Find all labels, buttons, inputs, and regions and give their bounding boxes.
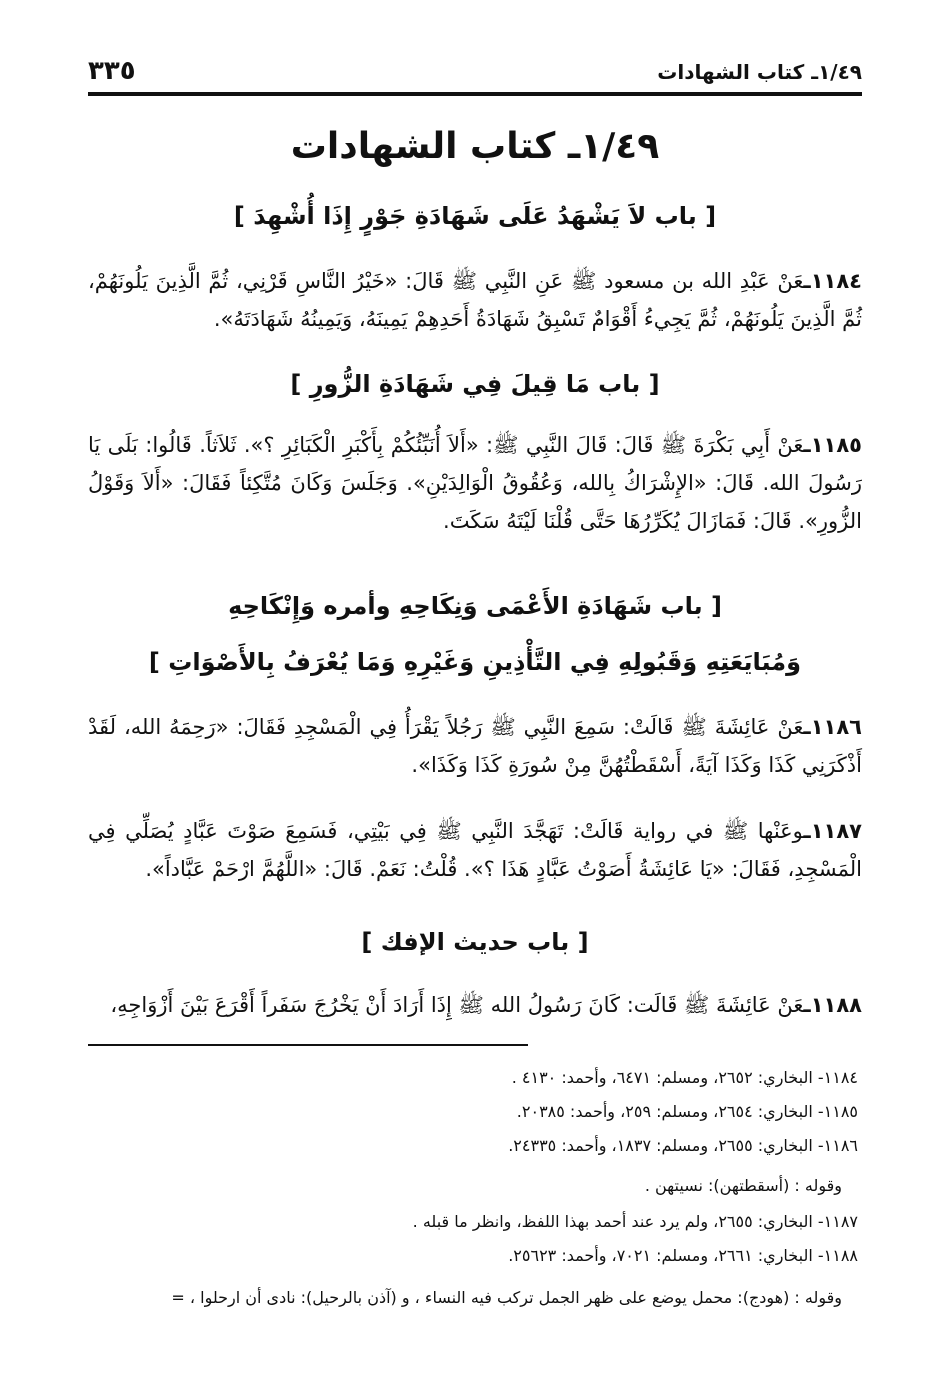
- running-title: ١/٤٩ـ كتاب الشهادات: [657, 60, 862, 84]
- hadith-paragraph: [88, 708, 862, 784]
- footnote: ١١٨٤- البخاري: ٢٦٥٢، ومسلم: ٦٤٧١، وأحمد: ٤١٣٠ .: [511, 1068, 858, 1087]
- footnote: ١١٨٥- البخاري: ٢٦٥٤، ومسلم: ٢٥٩، وأحمد: ٢٠٣٨٥.: [516, 1102, 858, 1121]
- hadith-paragraph: [88, 426, 862, 540]
- section-heading: [ باب لاَ يَشْهَدُ عَلَى شَهَادَةِ جَوْرٍ إِذَا أُشْهِدَ ]: [233, 202, 717, 230]
- footnote: ١١٨٧- البخاري: ٢٦٥٥، ولم يرد عند أحمد بهذا اللفظ، وانظر ما قبله .: [412, 1212, 858, 1231]
- hadith-paragraph: [88, 812, 862, 888]
- hadith-text: عَنْ عَائِشَةَ ﷺ قَالَتْ: سَمِعَ النَّبِي ﷺ رَجُلاً يَقْرَأُ فِي الْمَسْجِدِ فَقَالَ: «رَحِمَهُ الله، لَقَدْ أَذْكَرَنِي كَذَا وَكَذَا آيَةً، أَسْقَطْتُهُنَّ مِنْ سُورَةِ كَذَا وَكَذَا».: [88, 715, 862, 777]
- section-heading-line1: [ باب شَهَادَةِ الأَعْمَى وَنِكَاحِهِ وأمره وَإِنْكَاحِهِ: [228, 592, 722, 620]
- hadith-text: عَنْ عَبْدِ الله بن مسعود ﷺ عَنِ النَّبِي ﷺ قَالَ: «خَيْرُ النَّاسِ قَرْنِي، ثُمَّ الَّذِينَ يَلُونَهُمْ، ثُمَّ الَّذِينَ يَلُونَهُمْ، ثُمَّ يَجِيءُ أَقْوَامٌ تَسْبِقُ شَهَادَةُ أَحَدِهِمْ يَمِينَهُ، وَيَمِينُهُ شَهَادَتَهُ».: [88, 269, 862, 331]
- footnote: وقوله : (أسقطتهن): نسيتهن .: [644, 1176, 842, 1195]
- hadith-text: عَنْ أَبِي بَكْرَةَ ﷺ قَالَ: قَالَ النَّبِي ﷺ: «أَلاَ أُنَبِّئُكُمْ بِأَكْبَرِ الْكَبَائِرِ ؟». ثَلاَثاً. قَالُوا: بَلَى يَا رَسُولَ الله. قَالَ: «الإِشْرَاكُ بِالله، وَعُقُوقُ الْوَالِدَيْنِ». وَجَلَسَ وَكَانَ مُتَّكِئاً فَقَالَ: «أَلاَ وَقَوْلُ الزُّورِ». قَالَ: فَمَازَالَ يُكَرِّرُهَا حَتَّى قُلْنَا لَيْتَهُ سَكَتَ.: [88, 433, 862, 533]
- hadith-text: عَنْ عَائِشَةَ ﷺ قَالَت: كَانَ رَسُولُ الله ﷺ إِذَا أَرَادَ أَنْ يَخْرُجَ سَفَراً أَقْرَعَ بَيْنَ أَزْوَاجِهِ،: [110, 993, 804, 1017]
- hadith-number: ١١٨٨ـ: [803, 993, 862, 1017]
- page-number: ٣٣٥: [88, 56, 136, 86]
- footnote: ١١٨٨- البخاري: ٢٦٦١، ومسلم: ٧٠٢١، وأحمد: ٢٥٦٢٣.: [508, 1246, 858, 1265]
- hadith-text: وعَنْها ﷺ في رواية قَالَتْ: تَهَجَّدَ النَّبِي ﷺ فِي بَيْتِي، فَسَمِعَ صَوْتَ عَبَّادٍ يُصَلِّي فِي الْمَسْجِدِ، فَقَالَ: «يَا عَائِشَةُ أَصَوْتُ عَبَّادٍ هَذَا ؟». قُلْتُ: نَعَمْ. قَالَ: «اللَّهُمَّ ارْحَمْ عَبَّاداً».: [88, 819, 862, 881]
- hadith-number: ١١٨٧ـ: [803, 819, 862, 843]
- hadith-paragraph: [88, 986, 862, 1024]
- section-heading-line2: وَمُبَايَعَتِهِ وَقَبُولِهِ فِي التَّأْذِينِ وَغَيْرِهِ وَمَا يُعْرَفُ بِالأَصْوَاتِ ]: [148, 648, 802, 676]
- section-heading: [ باب حديث الإفك ]: [361, 928, 589, 956]
- hadith-paragraph: [88, 262, 862, 338]
- footnote: ١١٨٦- البخاري: ٢٦٥٥، ومسلم: ١٨٣٧، وأحمد: ٢٤٣٣٥.: [508, 1136, 858, 1155]
- section-heading: [ باب مَا قِيلَ فِي شَهَادَةِ الزُّورِ ]: [290, 370, 660, 398]
- page-header: [88, 56, 862, 90]
- footnote-rule: [88, 1044, 528, 1046]
- hadith-number: ١١٨٤ـ: [803, 269, 862, 293]
- hadith-number: ١١٨٦ـ: [803, 715, 862, 739]
- hadith-number: ١١٨٥ـ: [803, 433, 862, 457]
- chapter-title: ١/٤٩ـ كتاب الشهادات: [290, 126, 660, 167]
- footnote: وقوله : (هودج): محمل يوضع على ظهر الجمل تركب فيه النساء ، و (آذن بالرحيل): نادى أن ارحلوا ، =: [171, 1288, 842, 1307]
- header-rule: [88, 92, 862, 96]
